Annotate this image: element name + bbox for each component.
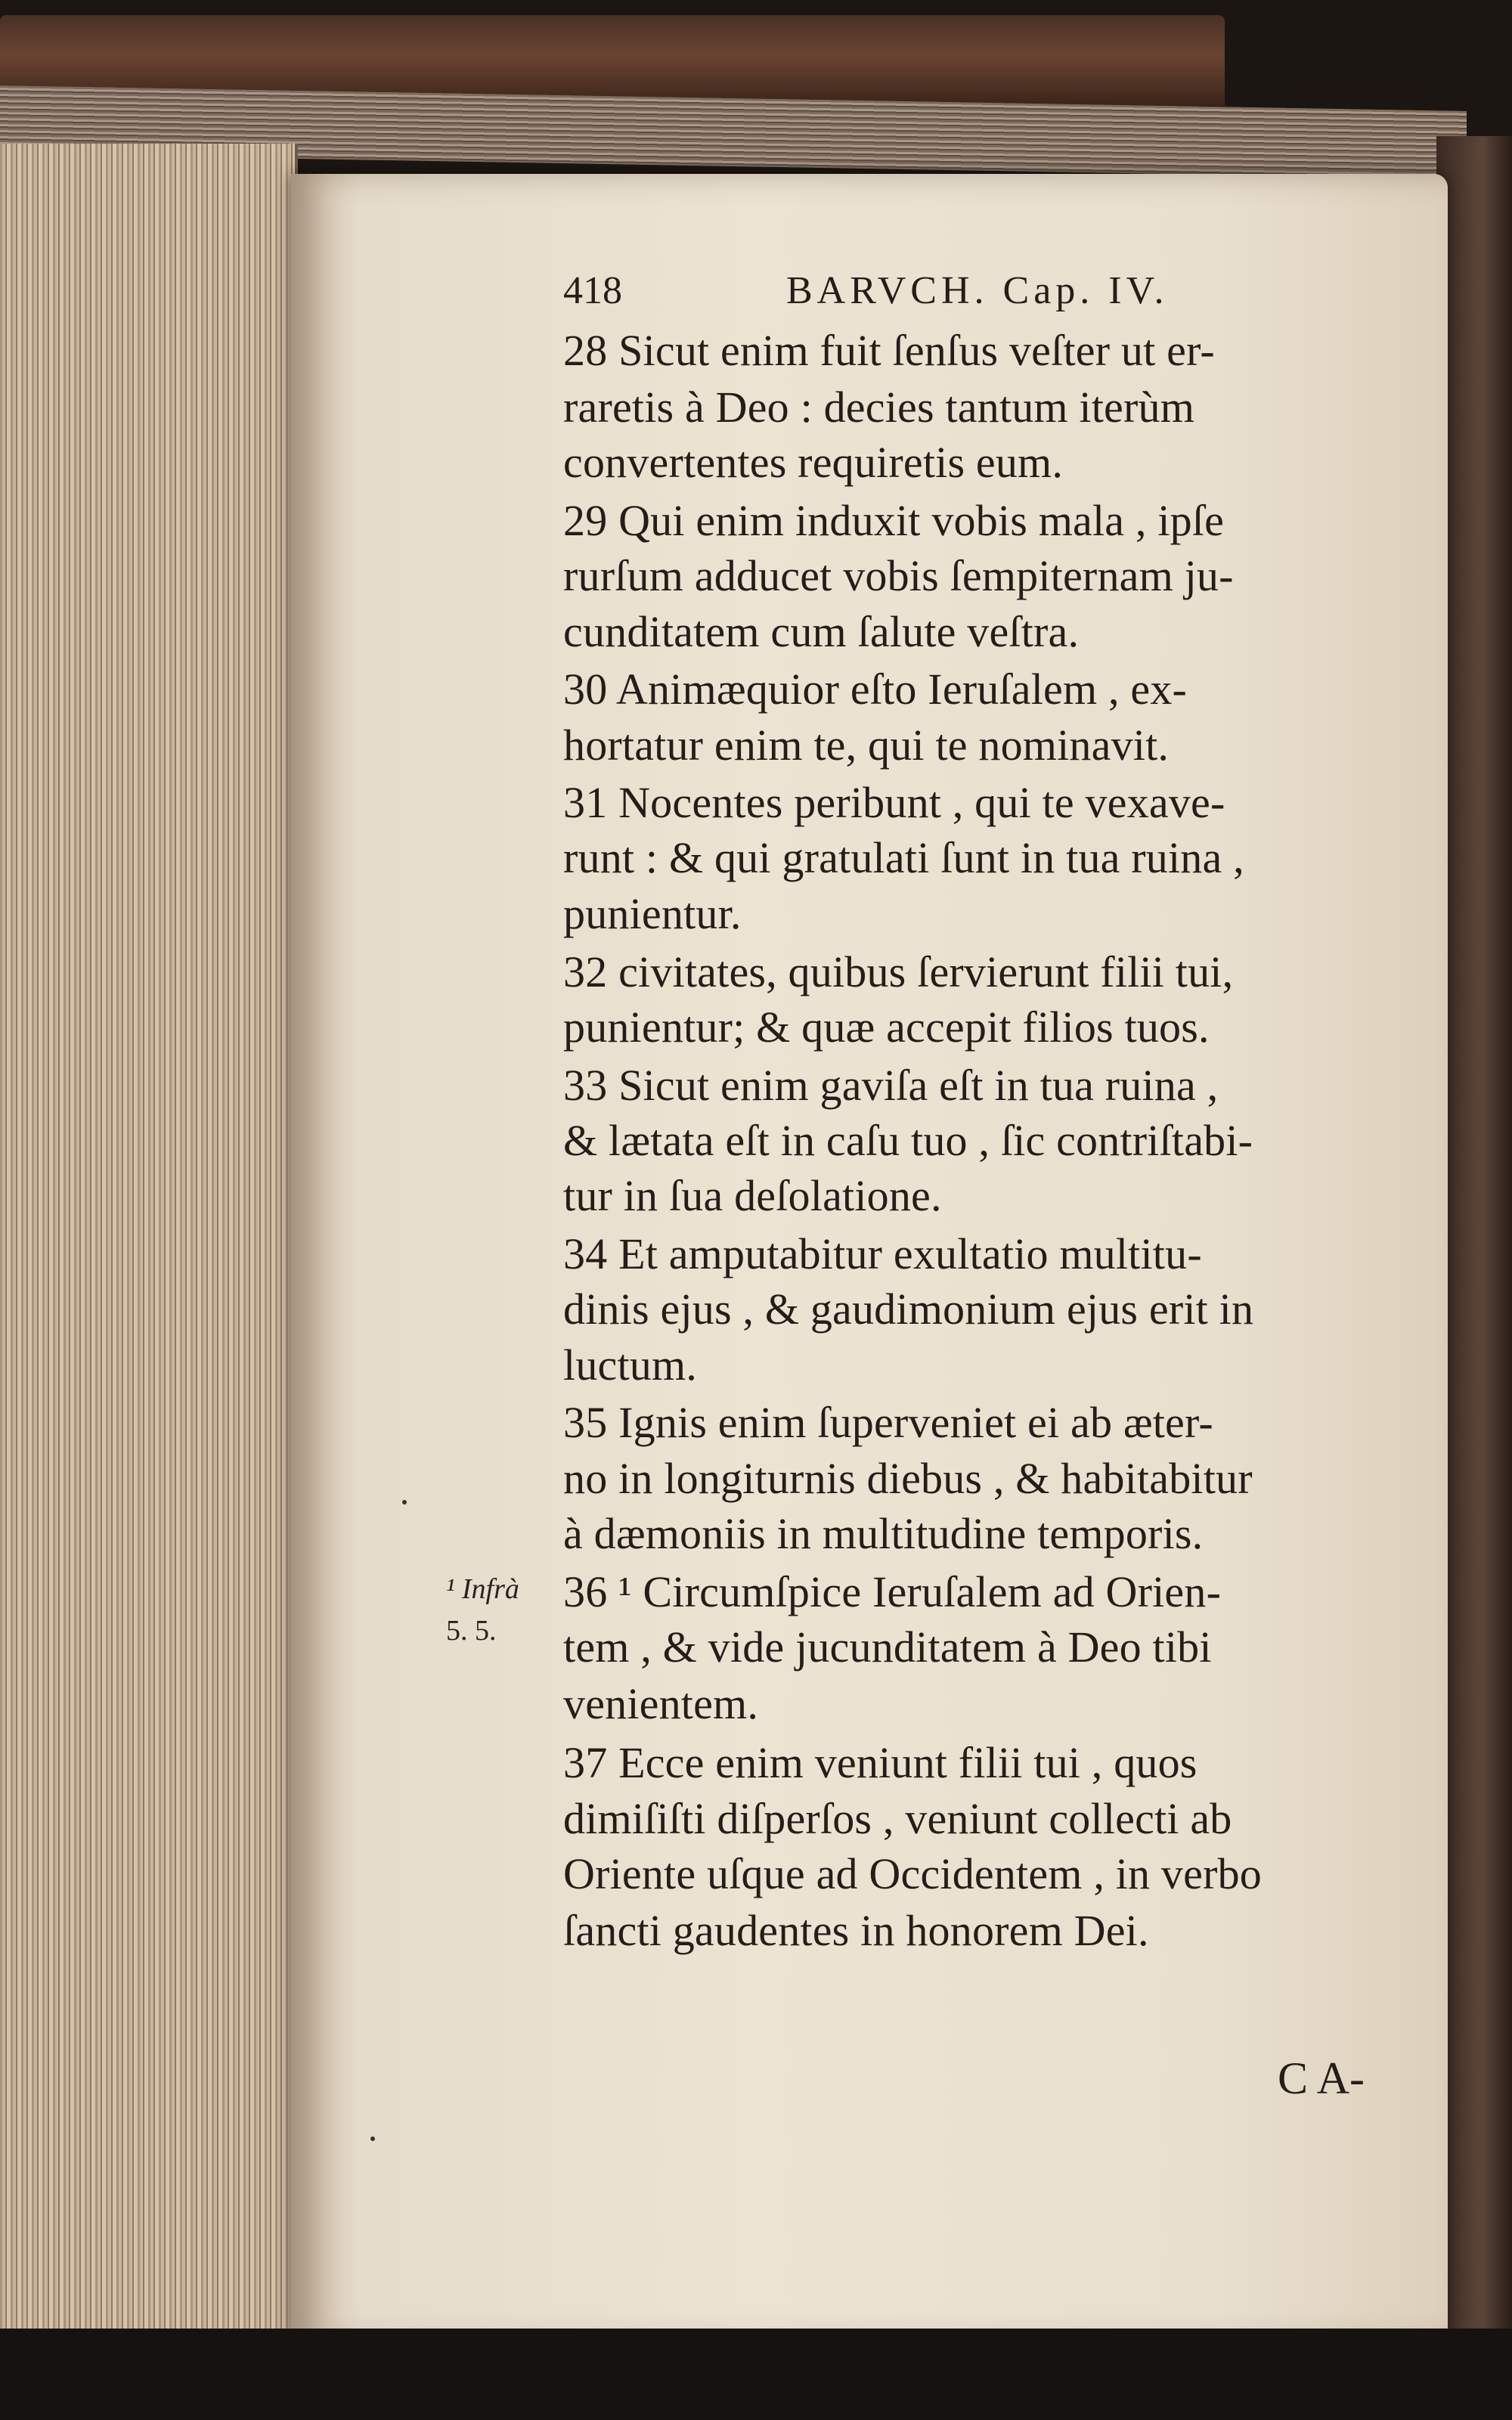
page-speck	[402, 1500, 407, 1504]
text-line: dimiſiſti diſperſos , veniunt collecti ab	[563, 1794, 1232, 1843]
text-line: 29 Qui enim induxit vobis mala , ipſe	[563, 496, 1225, 545]
text-line: 35 Ignis enim ſuperveniet ei ab æter-	[563, 1398, 1213, 1447]
page-speck	[370, 2136, 375, 2141]
page-number: 418	[563, 269, 622, 312]
background-bottom	[0, 2329, 1512, 2420]
text-line: 37 Ecce enim veniunt filii tui , quos	[563, 1738, 1198, 1787]
text-line: raretis à Deo : decies tantum iterùm	[563, 383, 1195, 432]
page-block-edges	[0, 144, 298, 2336]
text-line: runt : & qui gratulati ſunt in tua ruina ,	[563, 833, 1244, 882]
text-line: & lætata eſt in caſu tuo , ſic contriſtabi-	[563, 1116, 1253, 1165]
text-line: 28 Sicut enim fuit ſenſus veſter ut er-	[563, 326, 1215, 375]
text-line: 36 ¹ Circumſpice Ieruſalem ad Orien-	[563, 1567, 1222, 1616]
text-line: tem , & vide jucunditatem à Deo tibi	[563, 1622, 1212, 1672]
text-line: dinis ejus , & gaudimonium ejus erit in	[563, 1284, 1254, 1334]
margin-note-verse: 5. 5.	[446, 1615, 497, 1647]
text-line: ſancti gaudentes in honorem Dei.	[563, 1906, 1149, 1955]
running-title: BARVCH. Cap. IV.	[786, 269, 1169, 312]
text-line: cunditatem cum ſalute veſtra.	[563, 607, 1080, 656]
text-line: 31 Nocentes peribunt , qui te vexave-	[563, 778, 1225, 827]
catchword: C A-	[1278, 2053, 1365, 2103]
text-line: 33 Sicut enim gaviſa eſt in tua ruina ,	[563, 1061, 1219, 1110]
margin-note-reference: ¹ Infrà	[446, 1573, 519, 1605]
text-line: venientem.	[563, 1679, 759, 1728]
text-line: hortatur enim te, qui te nominavit.	[563, 720, 1170, 770]
text-line: luctum.	[563, 1340, 697, 1390]
text-line: convertentes requiretis eum.	[563, 438, 1064, 487]
text-line: no in longiturnis diebus , & habitabitur	[563, 1454, 1253, 1503]
text-line: punientur; & quæ accepit filios tuos.	[563, 1002, 1210, 1052]
text-line: 34 Et amputabitur exultatio multitu-	[563, 1229, 1202, 1278]
book-cover-right	[1436, 136, 1512, 2329]
text-line: tur in ſua deſolatione.	[563, 1171, 942, 1220]
text-line: à dæmoniis in multitudine temporis.	[563, 1509, 1204, 1558]
text-line: 30 Animæquior eſto Ieruſalem , ex-	[563, 665, 1188, 714]
text-line: punientur.	[563, 889, 742, 938]
text-line: rurſum adducet vobis ſempiternam ju-	[563, 551, 1234, 600]
text-line: 32 civitates, quibus ſervierunt filii tui,	[563, 947, 1234, 996]
text-line: Oriente uſque ad Occidentem , in verbo	[563, 1849, 1262, 1898]
